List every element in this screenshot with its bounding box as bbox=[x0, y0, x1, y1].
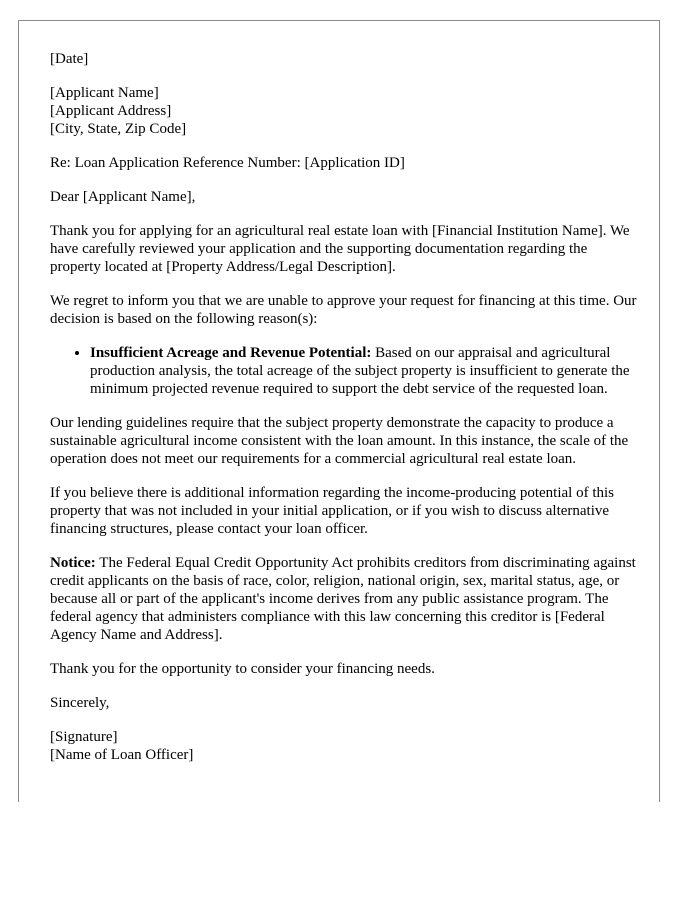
letter-page bbox=[18, 20, 660, 802]
reason-item bbox=[90, 344, 637, 398]
letter-date: [Date] bbox=[50, 51, 89, 67]
regret-paragraph: We regret to inform you that we are unable to approve your request for financing at this time. Our decision is based on the following reason(s): bbox=[50, 293, 637, 327]
reason-title: Insufficient Acreage and Revenue Potential: bbox=[90, 345, 372, 361]
additional-info-paragraph: If you believe there is additional information regarding the income-producing potential of this property that was not included in your initial application, or if you wish to discuss alternative financing structures, please contact your loan officer. bbox=[50, 485, 615, 537]
guidelines-paragraph: Our lending guidelines require that the subject property demonstrate the capacity to produce a sustainable agricultural income consistent with the loan amount. In this instance, the scale of the operation does not meet our requirements for a commercial agricultural real estate loan. bbox=[50, 415, 629, 467]
notice-label: Notice: bbox=[50, 555, 96, 571]
applicant-address: [Applicant Address] bbox=[50, 103, 172, 119]
applicant-address-block bbox=[50, 84, 637, 138]
applicant-name: [Applicant Name] bbox=[50, 85, 159, 101]
signature-block bbox=[50, 728, 637, 764]
officer-name: [Name of Loan Officer] bbox=[50, 747, 194, 763]
signature: [Signature] bbox=[50, 729, 118, 745]
notice-text: The Federal Equal Credit Opportunity Act prohibits creditors from discriminating against credit applicants on the basis of race, color, religion, national origin, sex, marital status, age, or because all or part of the applicant's income derives from any public assistance program. The federal agency that administers compliance with this law concerning this creditor is [Federal Agency Name and Address]. bbox=[50, 555, 636, 643]
reason-text: Based on our appraisal and agricultural production analysis, the total acreage of the subject property is insufficient to generate the minimum projected revenue required to support the debt service of the requested loan. bbox=[90, 345, 630, 397]
thanks-paragraph: Thank you for the opportunity to consider your financing needs. bbox=[50, 661, 435, 677]
reasons-list bbox=[50, 344, 637, 398]
reference-line: Re: Loan Application Reference Number: [Application ID] bbox=[50, 155, 405, 171]
notice-paragraph bbox=[50, 554, 637, 644]
salutation: Dear [Applicant Name], bbox=[50, 189, 196, 205]
intro-paragraph: Thank you for applying for an agricultural real estate loan with [Financial Institution Name]. We have carefully reviewed your application and the supporting documentation regarding the property located at [Property Address/Legal Description]. bbox=[50, 223, 630, 275]
closing: Sincerely, bbox=[50, 695, 110, 711]
applicant-city-state-zip: [City, State, Zip Code] bbox=[50, 121, 187, 137]
